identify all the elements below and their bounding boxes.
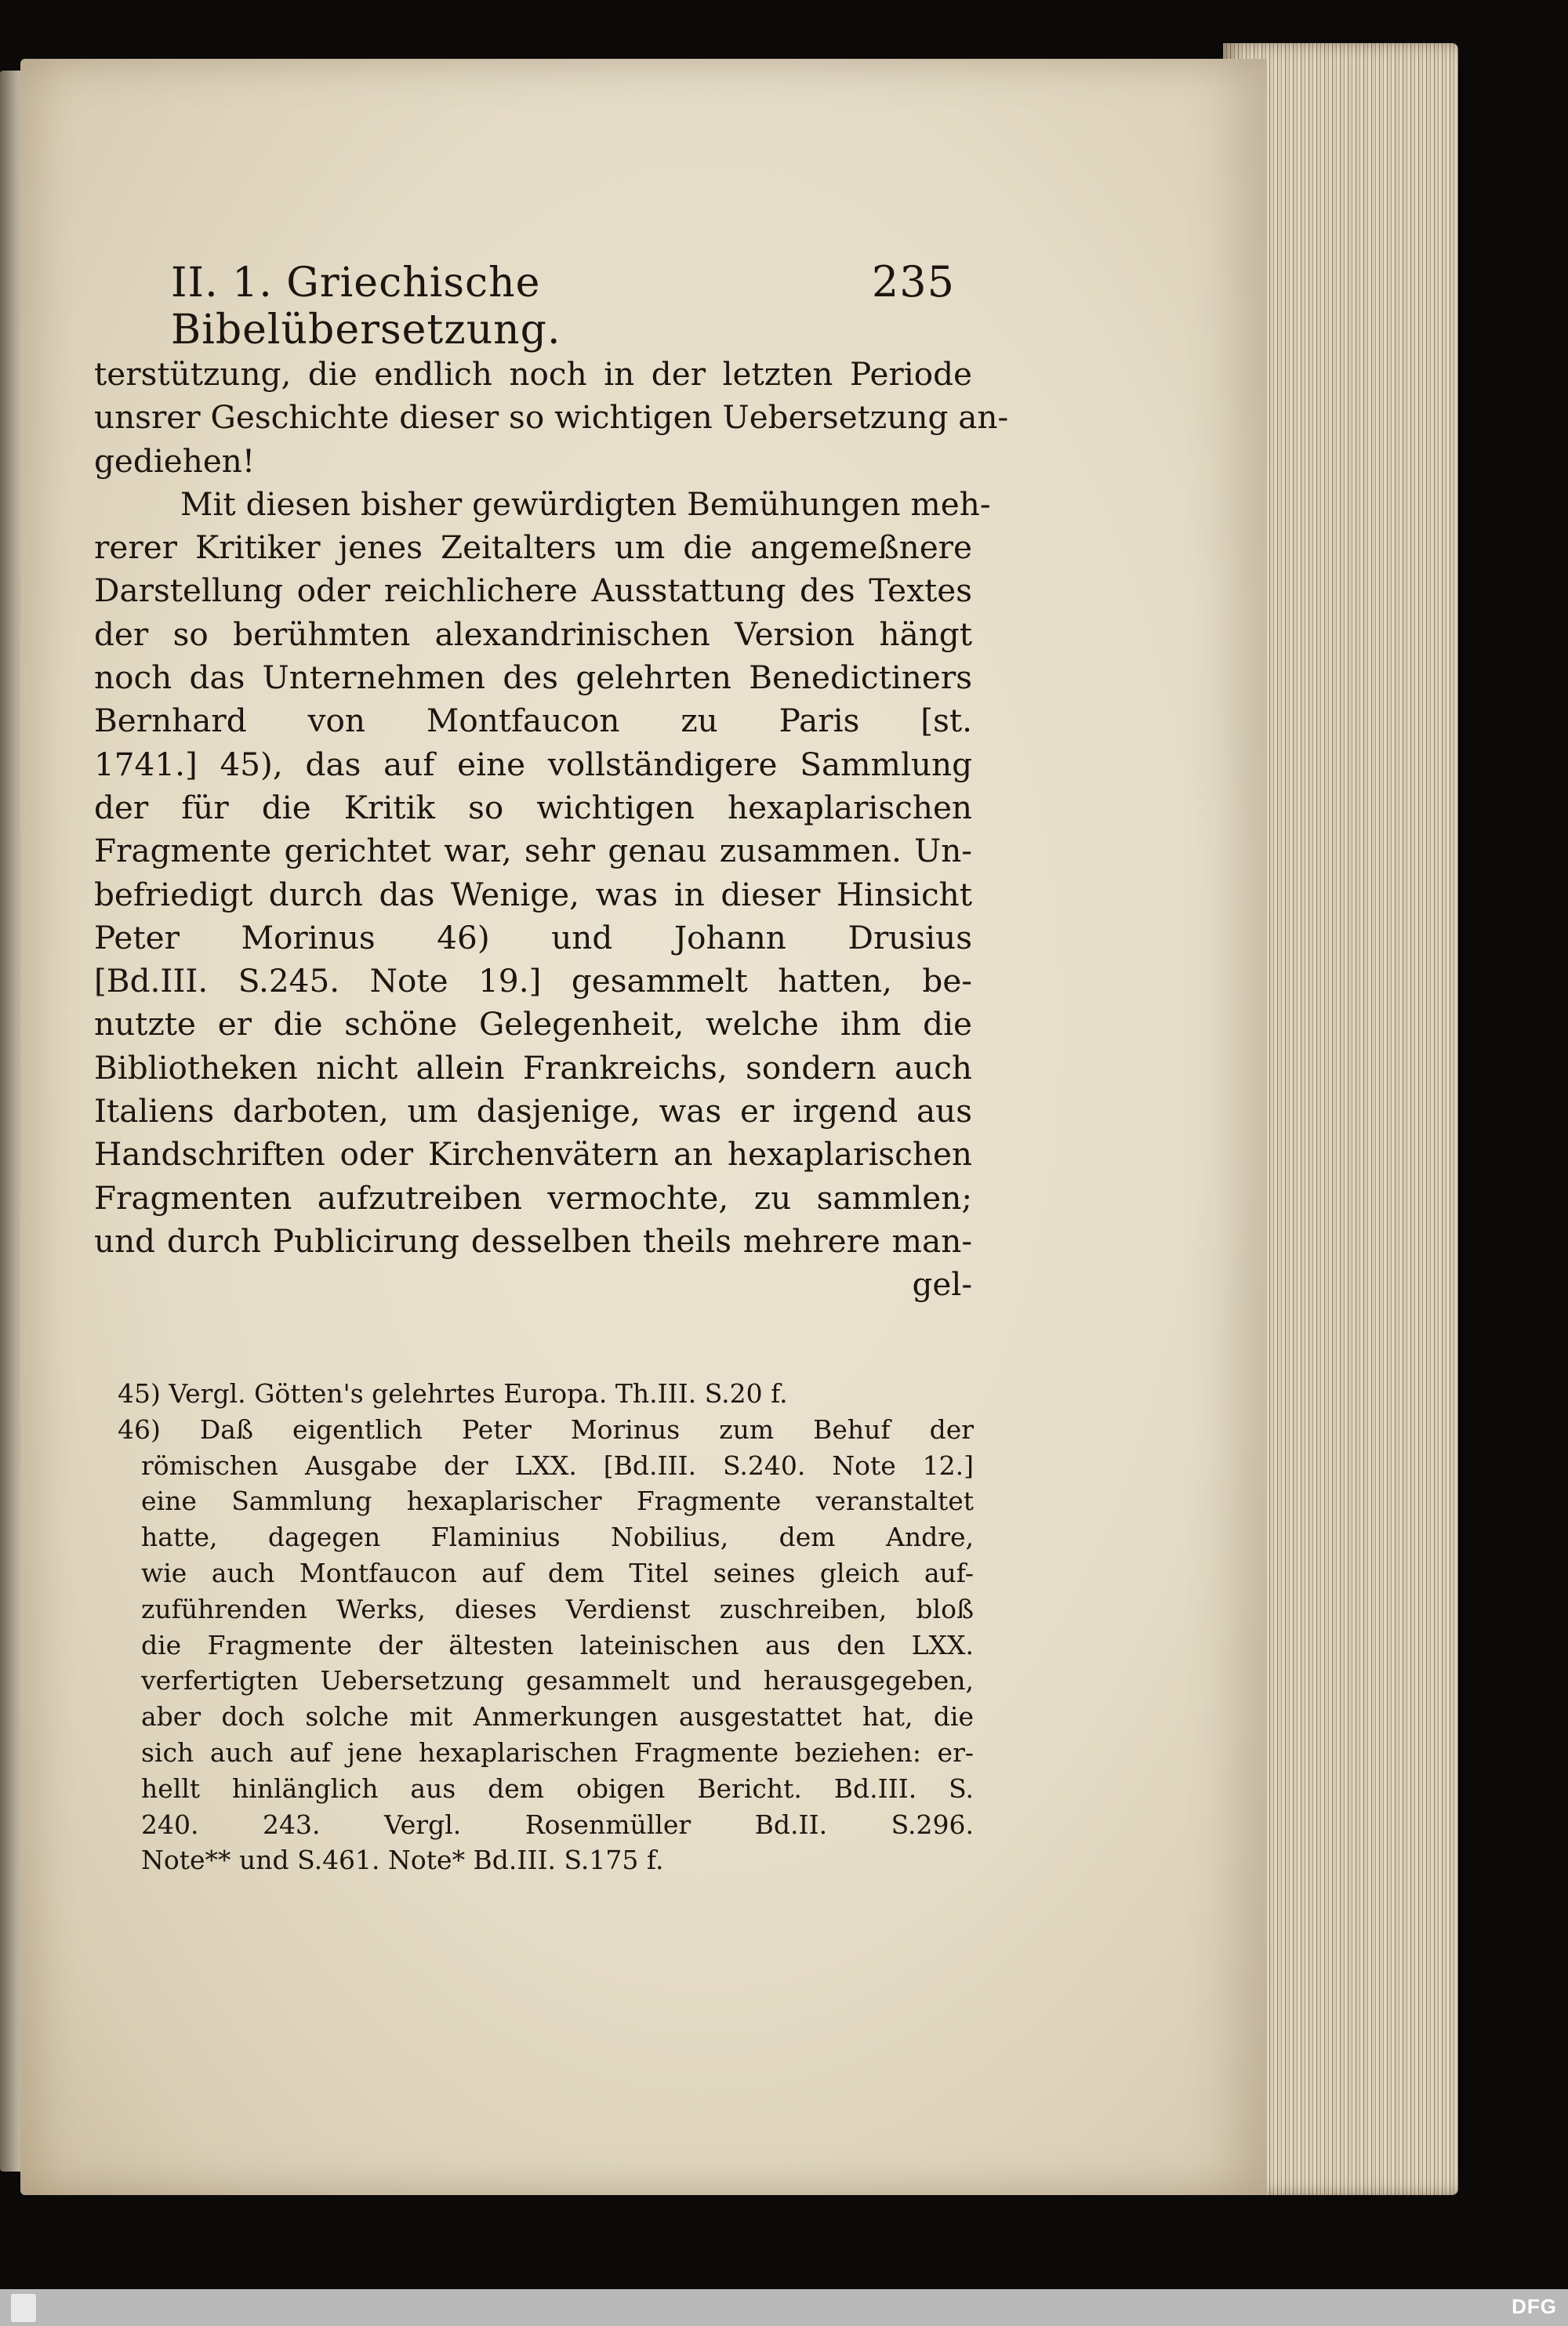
body-line: Fragmenten aufzutreiben vermochte, zu sammlen;	[94, 1178, 972, 1217]
footnote-46: 46) Daß eigentlich Peter Morinus zum Behuf der	[118, 1413, 974, 1445]
footnote-line: hatte, dagegen Flaminius Nobilius, dem Andre,	[141, 1522, 974, 1553]
footnote-45: 45) Vergl. Götten's gelehrtes Europa. Th.III. S.20 f.	[118, 1378, 788, 1409]
body-line: Darstellung oder reichlichere Ausstattung des Textes	[94, 572, 972, 610]
footnote-line: 240. 243. Vergl. Rosenmüller Bd.II. S.296.	[141, 1809, 974, 1840]
body-line: Peter Morinus 46) und Johann Drusius	[94, 918, 972, 956]
body-line: terstützung, die endlich noch in der letzten Periode	[94, 355, 972, 393]
body-line: Bibliotheken nicht allein Frankreichs, sondern auch	[94, 1048, 972, 1087]
running-header	[171, 257, 955, 354]
body-line: Mit diesen bisher gewürdigten Bemühungen meh-	[180, 484, 991, 523]
footnote-line: die Fragmente der ältesten lateinischen aus den LXX.	[141, 1629, 974, 1660]
body-line: Handschriften oder Kirchenvätern an hexaplarischen	[94, 1135, 972, 1174]
body-line: 1741.] 45), das auf eine vollständigere Sammlung	[94, 745, 972, 783]
body-line: unsrer Geschichte dieser so wichtigen Uebersetzung an-	[94, 398, 1009, 437]
body-line: Italiens darboten, um dasjenige, was er irgend aus	[94, 1092, 972, 1130]
footnotes	[118, 1376, 974, 1878]
body-line: [Bd.III. S.245. Note 19.] gesammelt hatten, be-	[94, 962, 972, 1000]
footnote-line: Note** und S.461. Note* Bd.III. S.175 f.	[141, 1845, 664, 1876]
footnote-line: römischen Ausgabe der LXX. [Bd.III. S.240. Note 12.]	[141, 1450, 974, 1481]
page-number: 235	[871, 257, 955, 307]
catchword: gel-	[912, 1265, 972, 1304]
body-line: der so berühmten alexandrinischen Version hängt	[94, 615, 972, 653]
body-line: und durch Publicirung desselben theils mehrere man-	[94, 1221, 972, 1260]
body-line: rerer Kritiker jenes Zeitalters um die angemeßnere	[94, 528, 972, 567]
body-line: nutzte er die schöne Gelegenheit, welche ihm die	[94, 1005, 972, 1043]
footnote-line: zuführenden Werks, dieses Verdienst zuschreiben, bloß	[141, 1593, 974, 1624]
viewer-footer-bar	[0, 2289, 1568, 2326]
footnote-line: aber doch solche mit Anmerkungen ausgestattet hat, die	[141, 1701, 974, 1733]
dfg-logo: DFG	[1512, 2295, 1557, 2318]
footnote-line: verfertigten Uebersetzung gesammelt und herausgegeben,	[141, 1665, 974, 1696]
body-line: gediehen!	[94, 441, 256, 480]
body-line: noch das Unternehmen des gelehrten Benedictiners	[94, 659, 972, 697]
library-logo-icon	[11, 2294, 36, 2322]
header-title: II. 1. Griechische Bibelübersetzung.	[171, 259, 561, 354]
footnote-line: hellt hinlänglich aus dem obigen Bericht. Bd.III. S.	[141, 1773, 974, 1804]
body-line: befriedigt durch das Wenige, was in dieser Hinsicht	[94, 875, 972, 913]
body-line: Bernhard von Montfaucon zu Paris [st.	[94, 702, 972, 740]
body-text	[94, 353, 1009, 1307]
footnote-line: eine Sammlung hexaplarischer Fragmente veranstaltet	[141, 1486, 974, 1517]
body-line: der für die Kritik so wichtigen hexaplarischen	[94, 788, 972, 826]
footnote-line: wie auch Montfaucon auf dem Titel seines gleich auf-	[141, 1557, 974, 1588]
body-line: Fragmente gerichtet war, sehr genau zusammen. Un-	[94, 832, 972, 870]
footnote-line: sich auch auf jene hexaplarischen Fragmente beziehen: er-	[141, 1736, 974, 1768]
